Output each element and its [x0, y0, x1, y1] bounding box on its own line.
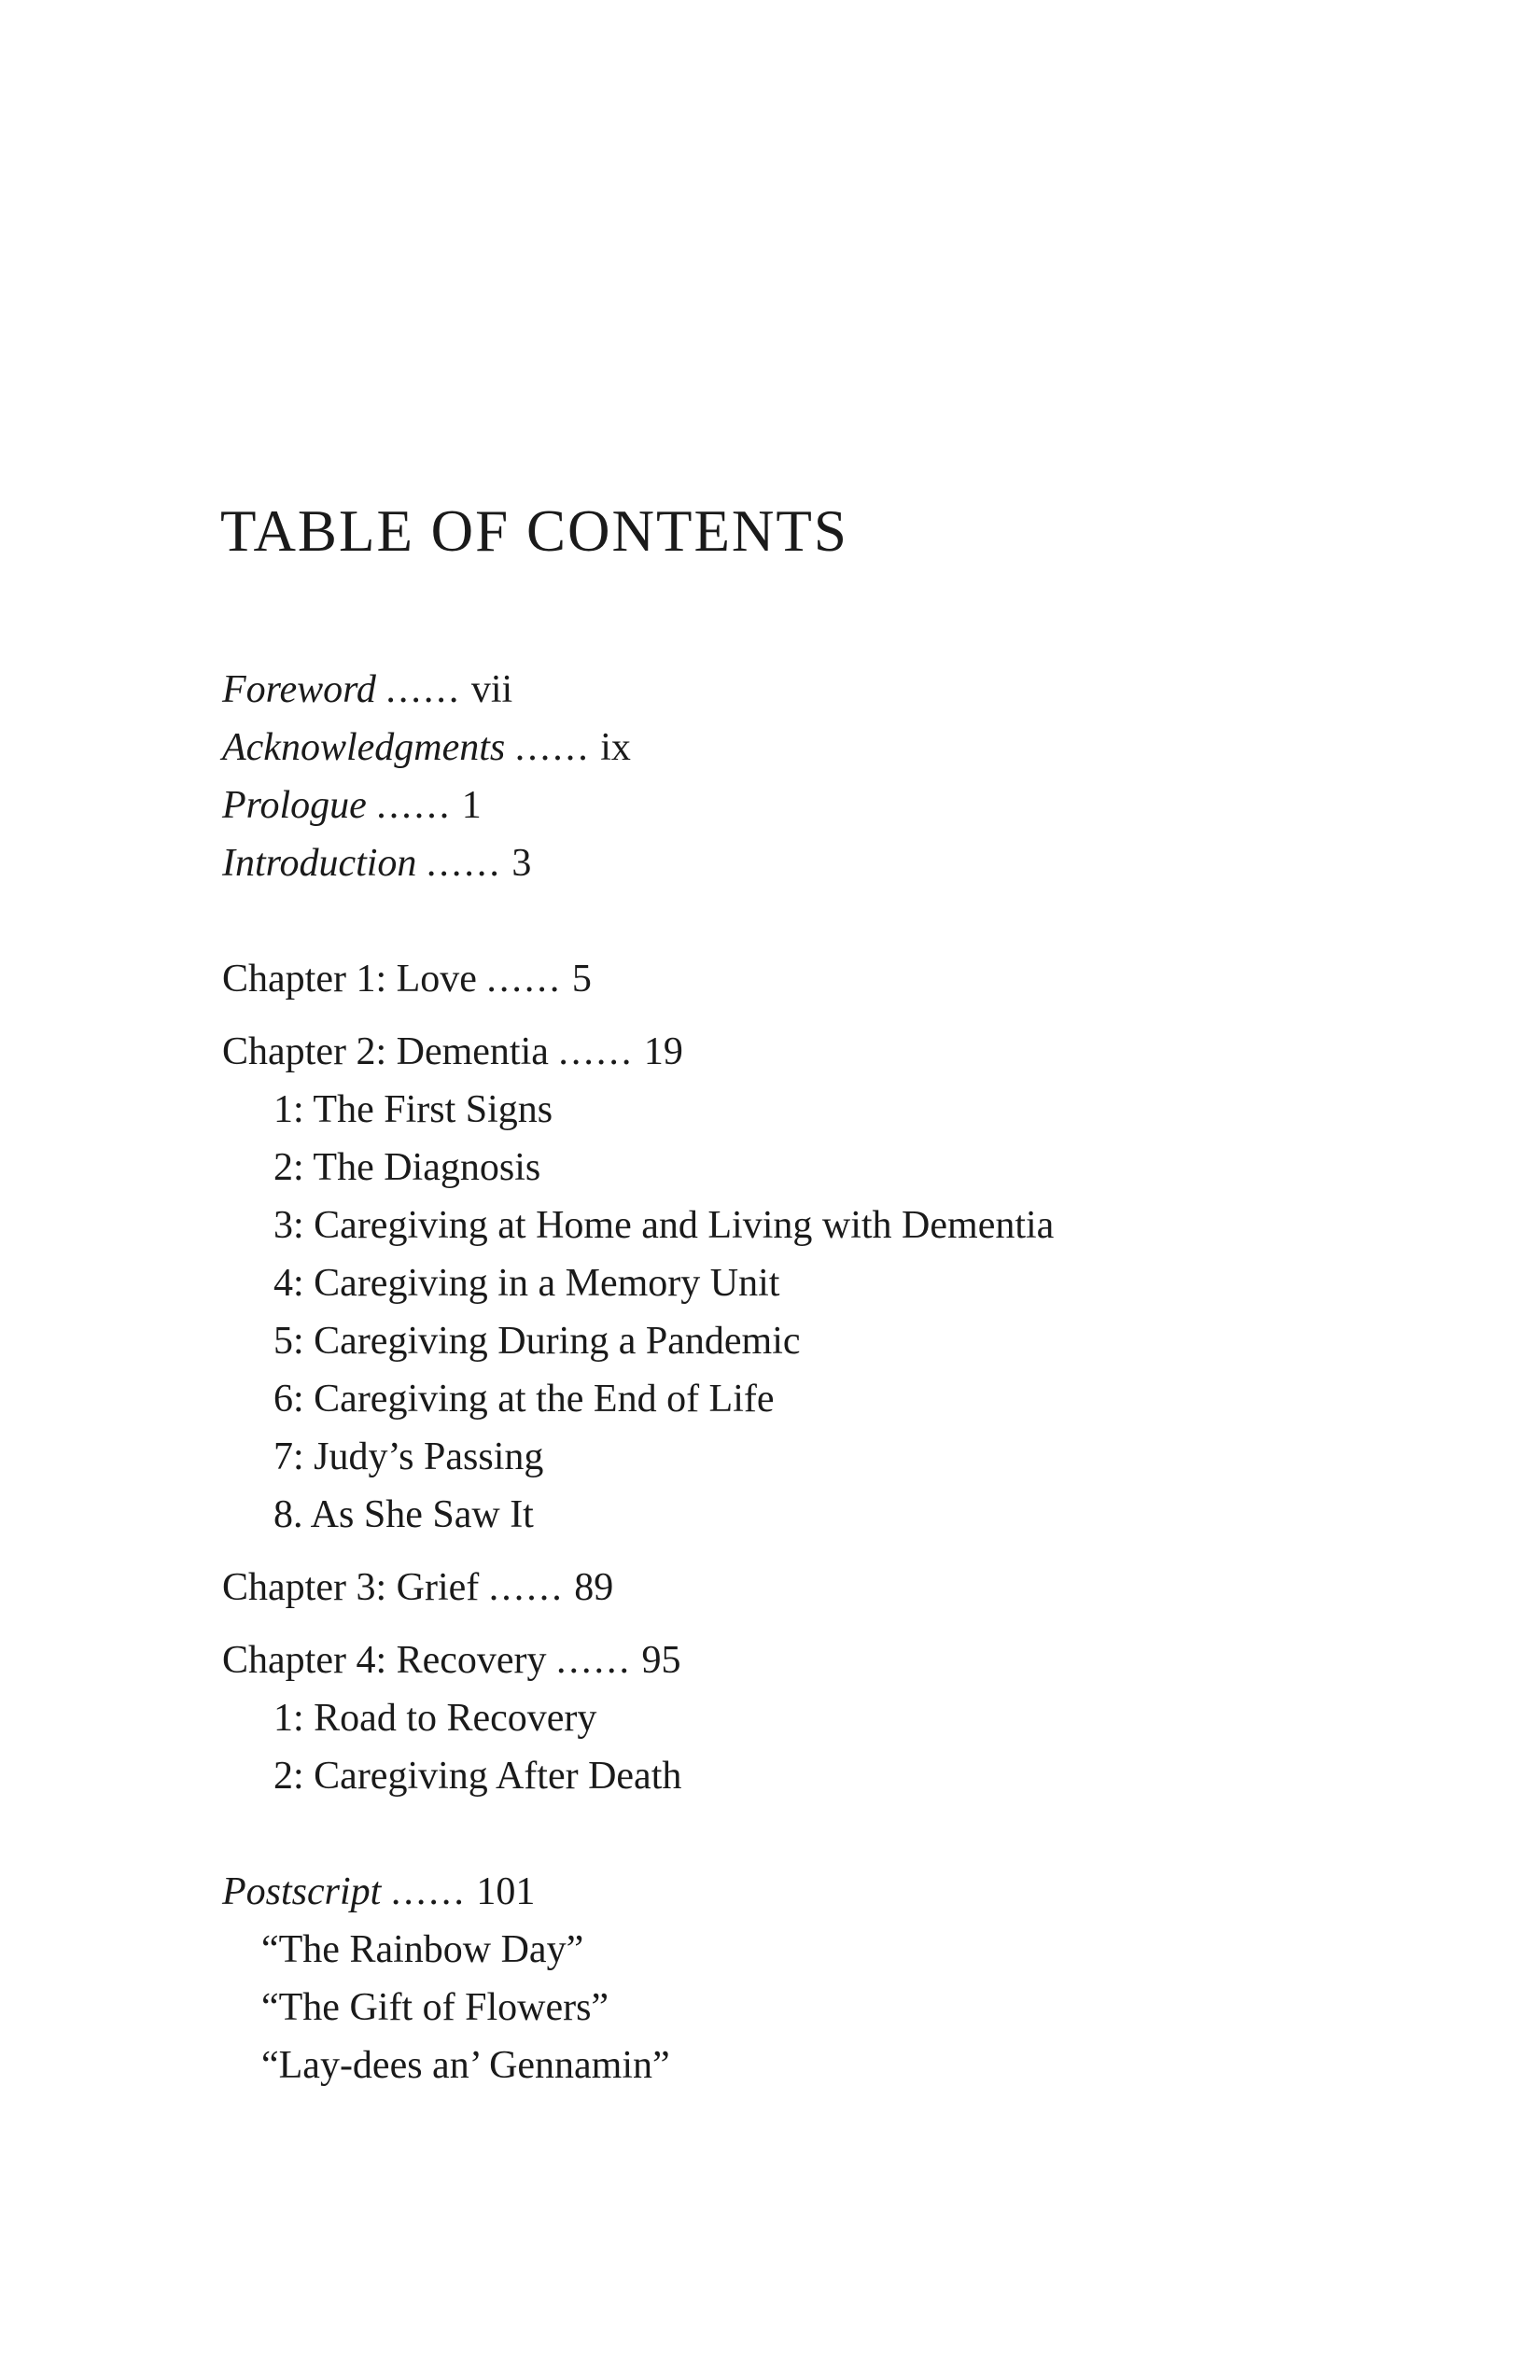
entry-page: 5 [571, 958, 592, 1001]
entry-label: Postscript [222, 1870, 382, 1913]
toc-postscript-item: “The Rainbow Day” [261, 1928, 584, 1971]
entry-page: vii [470, 668, 513, 711]
toc-subsection: 2: Caregiving After Death [273, 1755, 682, 1798]
entry-page: 3 [511, 842, 532, 885]
toc-entry-acknowledgments [222, 728, 631, 767]
leader-dots: ...... [488, 1566, 565, 1609]
toc-subsection: 5: Caregiving During a Pandemic [273, 1320, 801, 1363]
toc-entry-prologue [222, 786, 482, 825]
toc-subsection: 7: Judy’s Passing [273, 1435, 544, 1478]
leader-dots: ...... [556, 1639, 633, 1682]
entry-page: 95 [641, 1639, 681, 1682]
entry-label: Introduction [222, 842, 417, 885]
leader-dots: ...... [390, 1870, 467, 1913]
entry-page: 101 [476, 1870, 536, 1913]
toc-entry-chapter-3 [222, 1568, 613, 1607]
entry-label: Chapter 4: Recovery [222, 1639, 547, 1682]
toc-subsection: 3: Caregiving at Home and Living with Dementia [273, 1204, 1055, 1247]
entry-page: ix [600, 726, 631, 769]
entry-label: Chapter 3: Grief [222, 1566, 480, 1609]
leader-dots: ...... [514, 726, 591, 769]
toc-entry-postscript [222, 1872, 535, 1911]
leader-dots: ...... [558, 1030, 635, 1073]
toc-entry-chapter-1 [222, 959, 592, 999]
leader-dots: ...... [376, 784, 453, 827]
leader-dots: ...... [426, 842, 502, 885]
toc-entry-chapter-4 [222, 1641, 681, 1680]
toc-entry-foreword [222, 670, 512, 709]
entry-page: 89 [574, 1566, 614, 1609]
toc-subsection: 2: The Diagnosis [273, 1146, 541, 1189]
entry-label: Chapter 2: Dementia [222, 1030, 549, 1073]
toc-postscript-item: “Lay-dees an’ Gennamin” [261, 2044, 670, 2087]
entry-page: 19 [643, 1030, 683, 1073]
entry-label: Chapter 1: Love [222, 958, 477, 1001]
entry-page: 1 [461, 784, 482, 827]
entry-label: Foreword [222, 668, 376, 711]
page-title: TABLE OF CONTENTS [220, 498, 848, 564]
leader-dots: ...... [385, 668, 462, 711]
entry-label: Acknowledgments [222, 726, 506, 769]
toc-entry-chapter-2 [222, 1032, 683, 1071]
toc-entry-introduction [222, 844, 531, 883]
toc-subsection: 6: Caregiving at the End of Life [273, 1378, 775, 1421]
toc-subsection: 4: Caregiving in a Memory Unit [273, 1262, 780, 1305]
toc-subsection: 1: The First Signs [273, 1088, 553, 1131]
entry-label: Prologue [222, 784, 367, 827]
toc-subsection: 1: Road to Recovery [273, 1697, 597, 1740]
toc-subsection: 8. As She Saw It [273, 1493, 534, 1536]
toc-postscript-item: “The Gift of Flowers” [261, 1986, 609, 2029]
leader-dots: ...... [486, 958, 563, 1001]
